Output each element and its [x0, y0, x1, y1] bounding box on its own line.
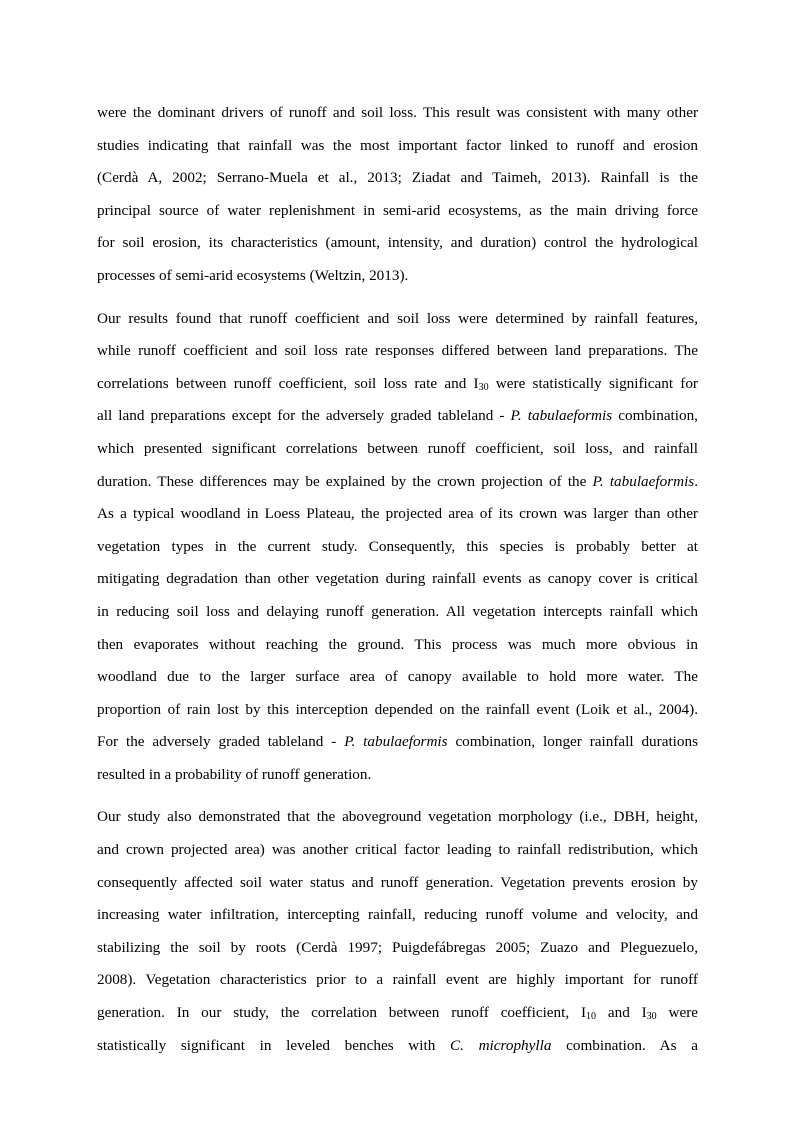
text-line [97, 400, 698, 433]
subscript: 30 [478, 381, 489, 393]
text-line [97, 867, 698, 900]
text-run: then evaporates without reaching the ground. This process was much more obvious in [97, 635, 698, 653]
text-run: combination, [612, 407, 698, 425]
text-run: resulted in a probability of runoff generation. [97, 765, 372, 783]
text-line [97, 498, 698, 531]
text-line [97, 563, 698, 596]
text-line [97, 801, 698, 834]
text-run: proportion of rain lost by this interception depended on the rainfall event (Loik et al., 2004). [97, 700, 698, 718]
text-line [97, 368, 698, 401]
paragraph [97, 97, 698, 293]
text-run: and I [596, 1004, 647, 1022]
text-line [97, 97, 698, 130]
text-line [97, 1030, 698, 1063]
paragraph [97, 801, 698, 1062]
subscript: 10 [586, 1011, 597, 1023]
text-run: principal source of water replenishment in semi-arid ecosystems, as the main driving force [97, 201, 698, 219]
text-line [97, 694, 698, 727]
text-line [97, 303, 698, 336]
text-run: processes of semi-arid ecosystems (Weltzin, 2013). [97, 266, 409, 284]
text-run: Our study also demonstrated that the aboveground vegetation morphology (i.e., DBH, height, [97, 808, 698, 826]
text-run: were [656, 1004, 699, 1022]
text-line [97, 997, 698, 1030]
document-page [97, 97, 698, 1072]
text-run: and crown projected area) was another critical factor leading to rainfall redistribution, which [97, 841, 698, 859]
text-line [97, 726, 698, 759]
text-run: studies indicating that rainfall was the most important factor linked to runoff and erosion [97, 136, 698, 154]
text-run: combination. As a [551, 1036, 698, 1054]
text-line [97, 130, 698, 163]
text-line [97, 195, 698, 228]
text-run: . [694, 472, 698, 490]
text-run: combination, longer rainfall durations [447, 733, 698, 751]
text-run: while runoff coefficient and soil loss rate responses differed between land preparations. The [97, 342, 698, 360]
text-line [97, 466, 698, 499]
text-run: (Cerdà A, 2002; Serrano-Muela et al., 2013; Ziadat and Taimeh, 2013). Rainfall is the [97, 169, 698, 187]
text-run: consequently affected soil water status and runoff generation. Vegetation prevents erosion by [97, 873, 698, 891]
text-run: mitigating degradation than other vegetation during rainfall events as canopy cover is critical [97, 570, 698, 588]
paragraph [97, 303, 698, 792]
text-line [97, 834, 698, 867]
text-line [97, 162, 698, 195]
text-line [97, 596, 698, 629]
text-line [97, 335, 698, 368]
text-run: in reducing soil loss and delaying runoff generation. All vegetation intercepts rainfall which [97, 602, 698, 620]
text-line [97, 964, 698, 997]
text-line [97, 899, 698, 932]
text-line [97, 629, 698, 662]
text-run: for soil erosion, its characteristics (amount, intensity, and duration) control the hydrological [97, 234, 698, 252]
text-line [97, 759, 698, 792]
subscript: 30 [646, 1011, 657, 1023]
text-line [97, 260, 698, 293]
text-run: statistically significant in leveled benches with [97, 1036, 450, 1054]
text-run: correlations between runoff coefficient, soil loss rate and I [97, 374, 479, 392]
text-run: For the adversely graded tableland - [97, 733, 345, 751]
italic-species-name: P. tabulaeformis [592, 472, 695, 490]
text-line [97, 531, 698, 564]
text-run: duration. These differences may be explained by the crown projection of the [97, 472, 593, 490]
text-line [97, 433, 698, 466]
text-line [97, 932, 698, 965]
text-run: Our results found that runoff coefficient and soil loss were determined by rainfall features, [97, 309, 698, 327]
text-run: generation. In our study, the correlation between runoff coefficient, I [97, 1004, 587, 1022]
text-run: As a typical woodland in Loess Plateau, the projected area of its crown was larger than other [97, 505, 698, 523]
text-run: 2008). Vegetation characteristics prior to a rainfall event are highly important for runoff [97, 971, 698, 989]
text-run: all land preparations except for the adversely graded tableland - [97, 407, 511, 425]
italic-species-name: C. microphylla [449, 1036, 552, 1054]
text-run: increasing water infiltration, intercepting rainfall, reducing runoff volume and velocity, and [97, 906, 698, 924]
italic-species-name: P. tabulaeformis [510, 407, 613, 425]
text-run: were statistically significant for [488, 374, 698, 392]
text-line [97, 661, 698, 694]
text-run: were the dominant drivers of runoff and soil loss. This result was consistent with many other [97, 104, 698, 121]
text-run: woodland due to the larger surface area of canopy available to hold more water. The [97, 668, 698, 686]
text-run: vegetation types in the current study. Consequently, this species is probably better at [97, 537, 698, 555]
text-run: which presented significant correlations between runoff coefficient, soil loss, and rainfall [97, 439, 698, 457]
italic-species-name: P. tabulaeformis [344, 733, 448, 751]
text-line [97, 227, 698, 260]
text-run: stabilizing the soil by roots (Cerdà 1997; Puigdefábregas 2005; Zuazo and Pleguezuelo, [97, 938, 698, 956]
